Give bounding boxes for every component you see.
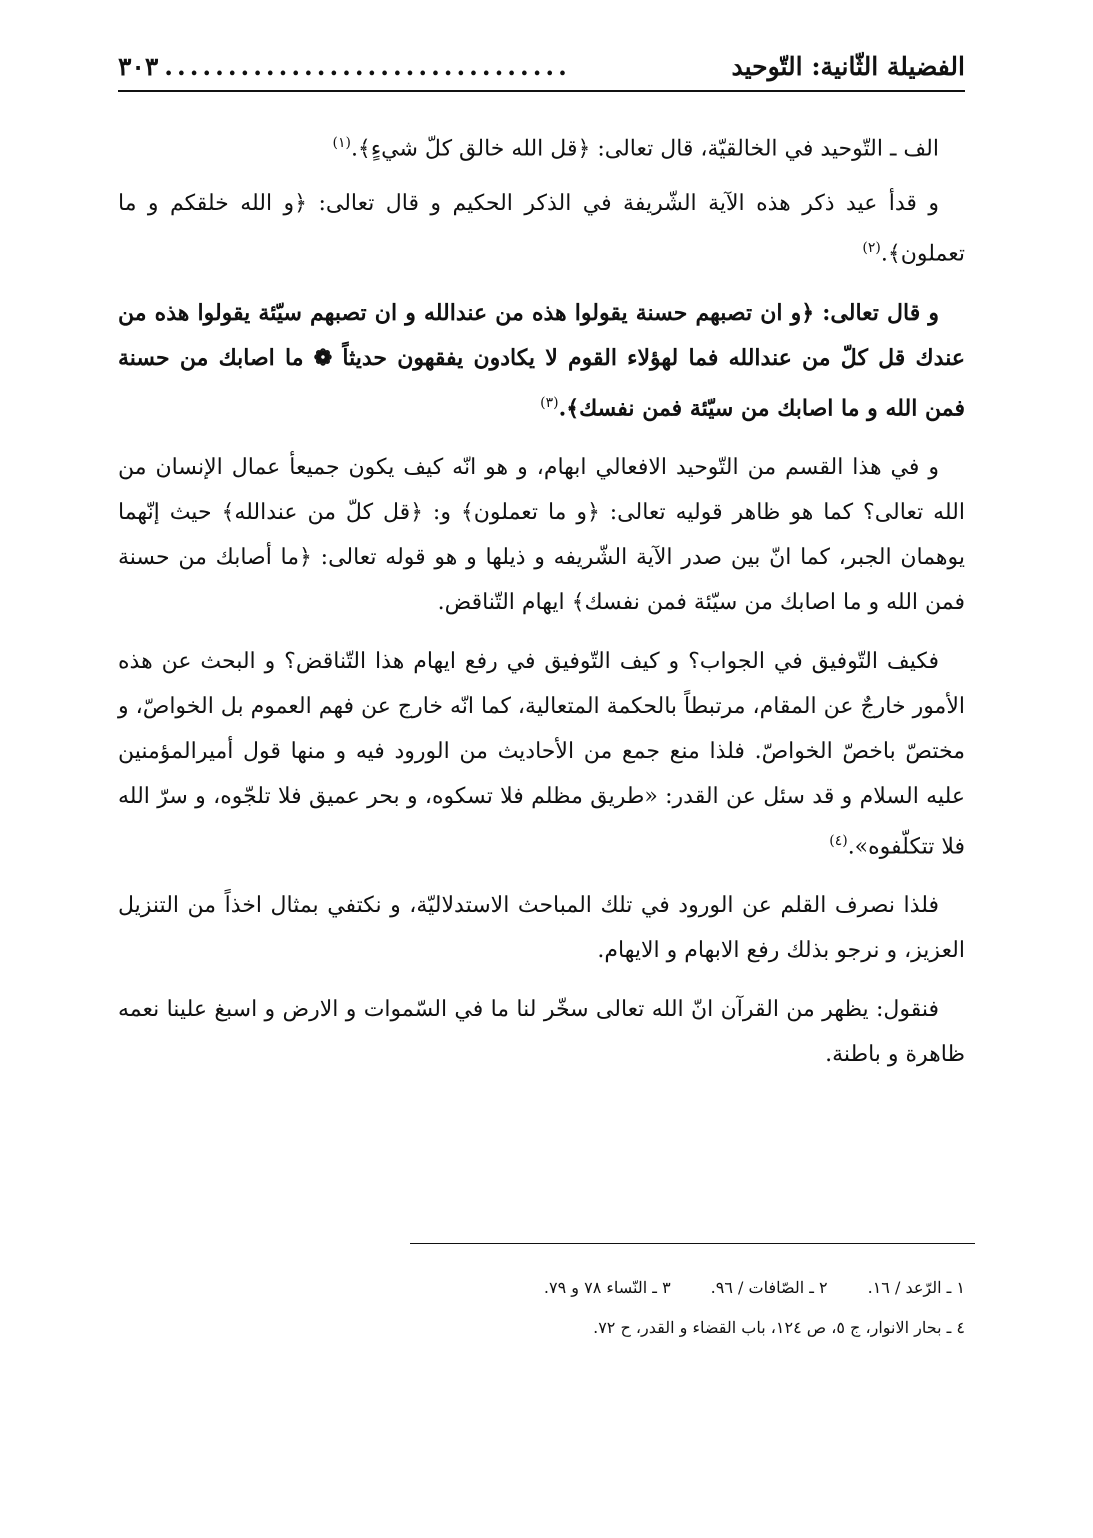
chapter-title: الفضيلة الثّانية: التّوحيد — [731, 52, 965, 81]
footnote-2: ٢ ـ الصّافات / ٩٦. — [710, 1278, 828, 1297]
footnote-row-2 — [118, 1308, 965, 1348]
dot-leader: ................................ — [164, 52, 571, 81]
paragraph-4-text: و في هذا القسم من التّوحيد الافعالي ابهام، و هو انّه كيف يكون جميعأ عمال الإنسان من الله تعالى؟ كما هو ظاهر قوليه تعالى: ﴿و ما تعملون﴾ و: ﴿قل كلّ من عندالله﴾ حيث إنّهما يوهمان الجبر، كما انّ بين صدر الآية الشّريفه و ذيلها و هو قوله تعالى: ﴿ما أصابك من حسنة فمن الله و ما اصابك من سيّئة فمن نفسك﴾ ايهام التّناقض. — [118, 454, 965, 615]
footnote-row-1 — [118, 1268, 965, 1308]
footnote-ref-4: (٤) — [829, 832, 848, 849]
paragraph-7-text: فنقول: يظهر من القرآن انّ الله تعالى سخّر لنا ما في السّموات و الارض و اسبغ علينا نعمه ظاهرة و باطنة. — [118, 997, 965, 1068]
header-rule — [118, 90, 965, 92]
footnote-3: ٣ ـ النّساء ٧٨ و ٧٩. — [543, 1278, 671, 1297]
footnote-1: ١ ـ الرّعد / ١٦. — [867, 1278, 965, 1297]
footnote-ref-3: (٣) — [540, 394, 559, 411]
paragraph-7 — [118, 987, 965, 1077]
paragraph-1-text: الف ـ التّوحيد في الخالقيّة، قال تعالى: ﴿قل الله خالق كلّ شيءٍ﴾. — [350, 136, 939, 162]
footnote-rule — [410, 1243, 975, 1244]
main-text — [118, 124, 965, 1091]
paragraph-4 — [118, 445, 965, 625]
paragraph-5-text: فكيف التّوفيق في الجواب؟ و كيف التّوفيق في رفع ايهام هذا التّناقض؟ و البحث عن هذه الأمور خارجٌ عن المقام، مرتبطاً بالحكمة المتعالية، كما انّه خارج عن فهم العموم بل الخواصّ، و مختصّ باخصّ الخواصّ. فلذا منع جمع من الأحاديث من الورود فيه و منها قول أميرالمؤمنين عليه السلام و قد سئل عن القدر: «طريق مظلم فلا تسكوه، و بحر عميق فلا تلجّوه، و سرّ الله فلا تتكلّفوه». — [118, 648, 965, 860]
page-number: ٣٠٣ — [118, 52, 159, 81]
running-header — [118, 42, 965, 82]
paragraph-6-text: فلذا نصرف القلم عن الورود في تلك المباحث الاستدلاليّة، و نكتفي بمثال اخذاً من التنزيل العزيز، و نرجو بذلك رفع الابهام و الايهام. — [118, 893, 965, 964]
paragraph-3 — [118, 291, 965, 431]
footnote-4: ٤ ـ بحار الانوار، ج ٥، ص ١٢٤، باب القضاء و القدر، ح ٧٢. — [593, 1318, 965, 1337]
paragraph-2 — [118, 182, 965, 276]
paragraph-6 — [118, 883, 965, 973]
paragraph-5 — [118, 639, 965, 869]
paragraph-3-text: و قال تعالى: ﴿و ان تصبهم حسنة يقولوا هذه من عندالله و ان تصبهم سيّئة يقولوا هذه من عندك قل كلّ من عندالله فما لهؤلاء القوم لا يكادون يفقهون حديثاً ❁ ما اصابك من حسنة فمن الله و ما اصابك من سيّئة فمن نفسك﴾. — [118, 299, 965, 421]
paragraph-2-text: و قدأ عيد ذكر هذه الآية الشّريفة في الذكر الحكيم و قال تعالى: ﴿و الله خلقكم و ما تعملون﴾. — [118, 191, 965, 267]
footnote-ref-2: (٢) — [862, 240, 881, 257]
paragraph-1 — [118, 124, 965, 168]
footnotes — [118, 1268, 965, 1348]
footnote-ref-1: (١) — [332, 135, 351, 151]
